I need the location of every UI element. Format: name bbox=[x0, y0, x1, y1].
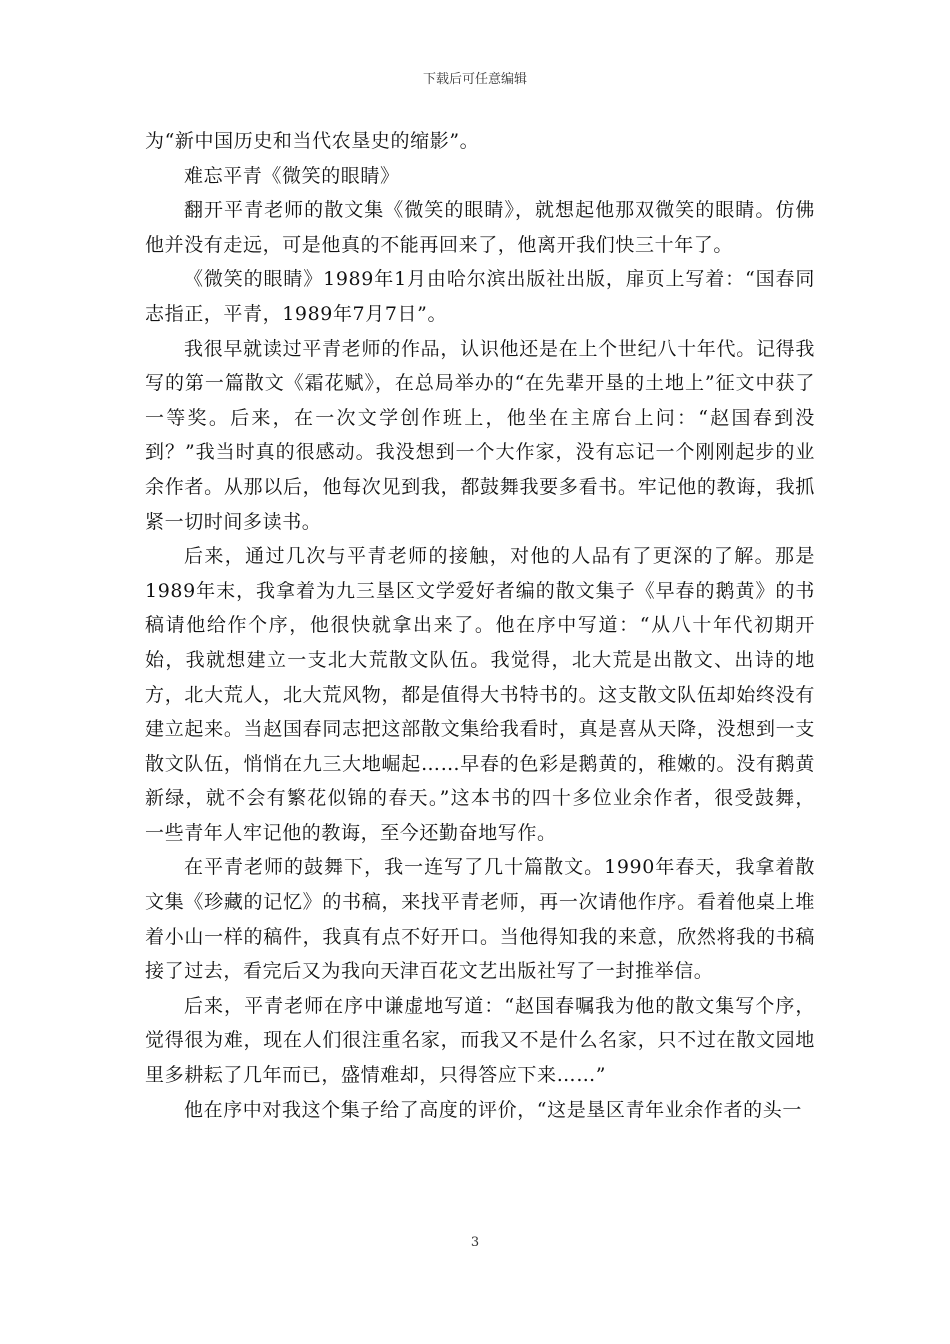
paragraph: 《微笑的眼睛》1989年1月由哈尔滨出版社出版，扉页上写着：“国春同志指正，平青，1989年7月7日”。 bbox=[145, 268, 815, 325]
paragraph: 我很早就读过平青老师的作品，认识他还是在上个世纪八十年代。记得我写的第一篇散文《霜花赋》，在总局举办的“在先辈开垦的土地上”征文中获了一等奖。后来，在一次文学创作班上，他坐在主席台上问：“赵国春到没到？”我当时真的很感动。我没想到一个大作家，没有忘记一个刚刚起步的业余作者。从那以后，他每次见到我，都鼓舞我要多看书。牢记他的教诲，我抓紧一切时间多读书。 bbox=[145, 337, 815, 533]
document-body bbox=[145, 124, 815, 1127]
paragraph: 为“新中国历史和当代农垦史的缩影”。 bbox=[145, 130, 480, 152]
page-number: 3 bbox=[470, 1235, 480, 1250]
paragraph: 他在序中对我这个集子给了高度的评价，“这是垦区青年业余作者的头一 bbox=[184, 1098, 802, 1121]
section-title: 难忘平青《微笑的眼睛》 bbox=[184, 164, 400, 187]
paragraph: 翻开平青老师的散文集《微笑的眼睛》，就想起他那双微笑的眼睛。仿佛他并没有走远，可是他真的不能再回来了，他离开我们快三十年了。 bbox=[145, 199, 815, 256]
paragraph: 后来，平青老师在序中谦虚地写道：“赵国春嘱我为他的散文集写个序，觉得很为难，现在人们很注重名家，而我又不是什么名家，只不过在散文园地里多耕耘了几年而已，盛情难却，只得答应下来……” bbox=[145, 994, 815, 1087]
paragraph: 在平青老师的鼓舞下，我一连写了几十篇散文。1990年春天，我拿着散文集《珍藏的记忆》的书稿，来找平青老师，再一次请他作序。看着他桌上堆着小山一样的稿件，我真有点不好开口。当他得知我的来意，欣然将我的书稿接了过去，看完后又为我向天津百花文艺出版社写了一封推举信。 bbox=[145, 856, 815, 983]
paragraph: 后来，通过几次与平青老师的接触，对他的人品有了更深的了解。那是1989年末，我拿着为九三垦区文学爱好者编的散文集子《早春的鹅黄》的书稿请他给作个序，他很快就拿出来了。他在序中写道：“从八十年代初期开始，我就想建立一支北大荒散文队伍。我觉得，北大荒是出散文、出诗的地方，北大荒人，北大荒风物，都是值得大书特书的。这支散文队伍却始终没有建立起来。当赵国春同志把这部散文集给我看时，真是喜从天降，没想到一支散文队伍，悄悄在九三大地崛起……早春的色彩是鹅黄的，稚嫩的。没有鹅黄新绿，就不会有繁花似锦的春天。”这本书的四十多位业余作者，很受鼓舞， 一些青年人牢记他的教诲，至今还勤奋地写作。 bbox=[145, 545, 815, 844]
page-header: 下载后可任意编辑 bbox=[422, 72, 527, 87]
